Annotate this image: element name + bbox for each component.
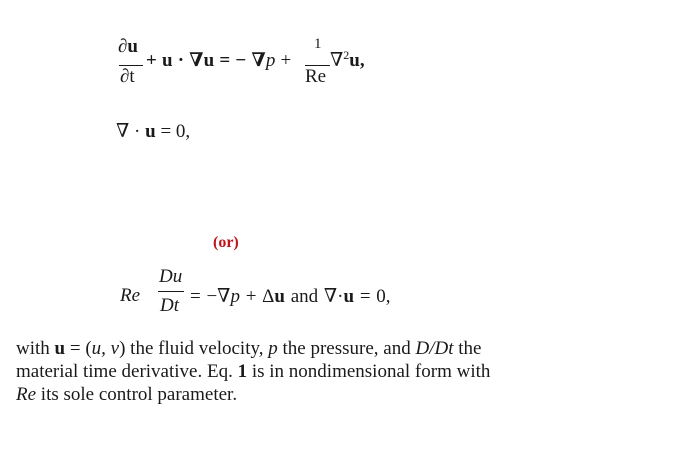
velocity-symbol: u <box>274 286 285 307</box>
partial-u-numerator: ∂u <box>118 36 138 57</box>
paragraph-line-2 <box>16 360 576 383</box>
advection-and-pressure-terms: + u · ∇u = − ∇ <box>146 50 266 71</box>
equals-zero: = 0, <box>155 121 191 142</box>
equation-reference: 1 <box>237 361 248 382</box>
momentum-lhs-terms <box>146 49 291 72</box>
material-derivative-numerator: Du <box>159 266 183 287</box>
paragraph-line-1 <box>16 337 576 360</box>
continuity-equation <box>116 120 190 143</box>
or-label: (or) <box>213 234 239 251</box>
text: ) the fluid velocity, <box>119 338 269 359</box>
text: the <box>453 338 482 359</box>
velocity-symbol: u <box>145 121 156 142</box>
nabla-symbol: ∇ <box>116 121 130 142</box>
plus-sign: + <box>275 50 292 71</box>
text: material time derivative. Eq. <box>16 361 238 382</box>
partial-t-denominator: ∂t <box>120 66 135 87</box>
dot-operator: · <box>129 121 146 142</box>
text: is in nondimensional form with <box>247 361 491 382</box>
navier-stokes-momentum-equation <box>116 36 396 88</box>
material-derivative-symbol: D/Dt <box>415 338 454 359</box>
one-numerator: 1 <box>314 36 322 52</box>
text: with <box>16 338 55 359</box>
text: the pressure, and <box>277 338 416 359</box>
material-derivative-denominator: Dt <box>160 295 179 316</box>
equals-minus-gradient: = −∇ <box>190 286 231 307</box>
text: = ( <box>65 338 92 359</box>
text: its sole control parameter. <box>36 384 238 405</box>
reynolds-number-symbol: Re <box>16 384 37 405</box>
velocity-symbol: u <box>54 338 66 359</box>
square-superscript: 2 <box>343 48 350 62</box>
velocity-symbol: u <box>343 286 355 307</box>
equals-zero: = 0, <box>354 286 391 307</box>
fraction-bar <box>158 291 184 292</box>
velocity-components: u, v <box>91 338 120 359</box>
reynolds-denominator: Re <box>305 66 327 87</box>
description-paragraph <box>16 337 576 406</box>
velocity-symbol: u, <box>349 50 365 71</box>
pressure-symbol: p <box>265 50 276 71</box>
divergence-operator: ∇· <box>323 286 344 307</box>
reynolds-number-symbol: Re <box>120 285 141 306</box>
equation-rhs <box>190 285 391 308</box>
pressure-symbol: p <box>230 286 240 307</box>
material-derivative-equation <box>120 266 460 318</box>
laplacian-term <box>330 49 365 72</box>
paragraph-line-3 <box>16 383 576 406</box>
nabla-symbol: ∇ <box>330 50 344 71</box>
plus-laplacian: + Δ <box>239 286 275 307</box>
pressure-symbol: p <box>268 338 278 359</box>
and-word: and <box>284 286 324 307</box>
